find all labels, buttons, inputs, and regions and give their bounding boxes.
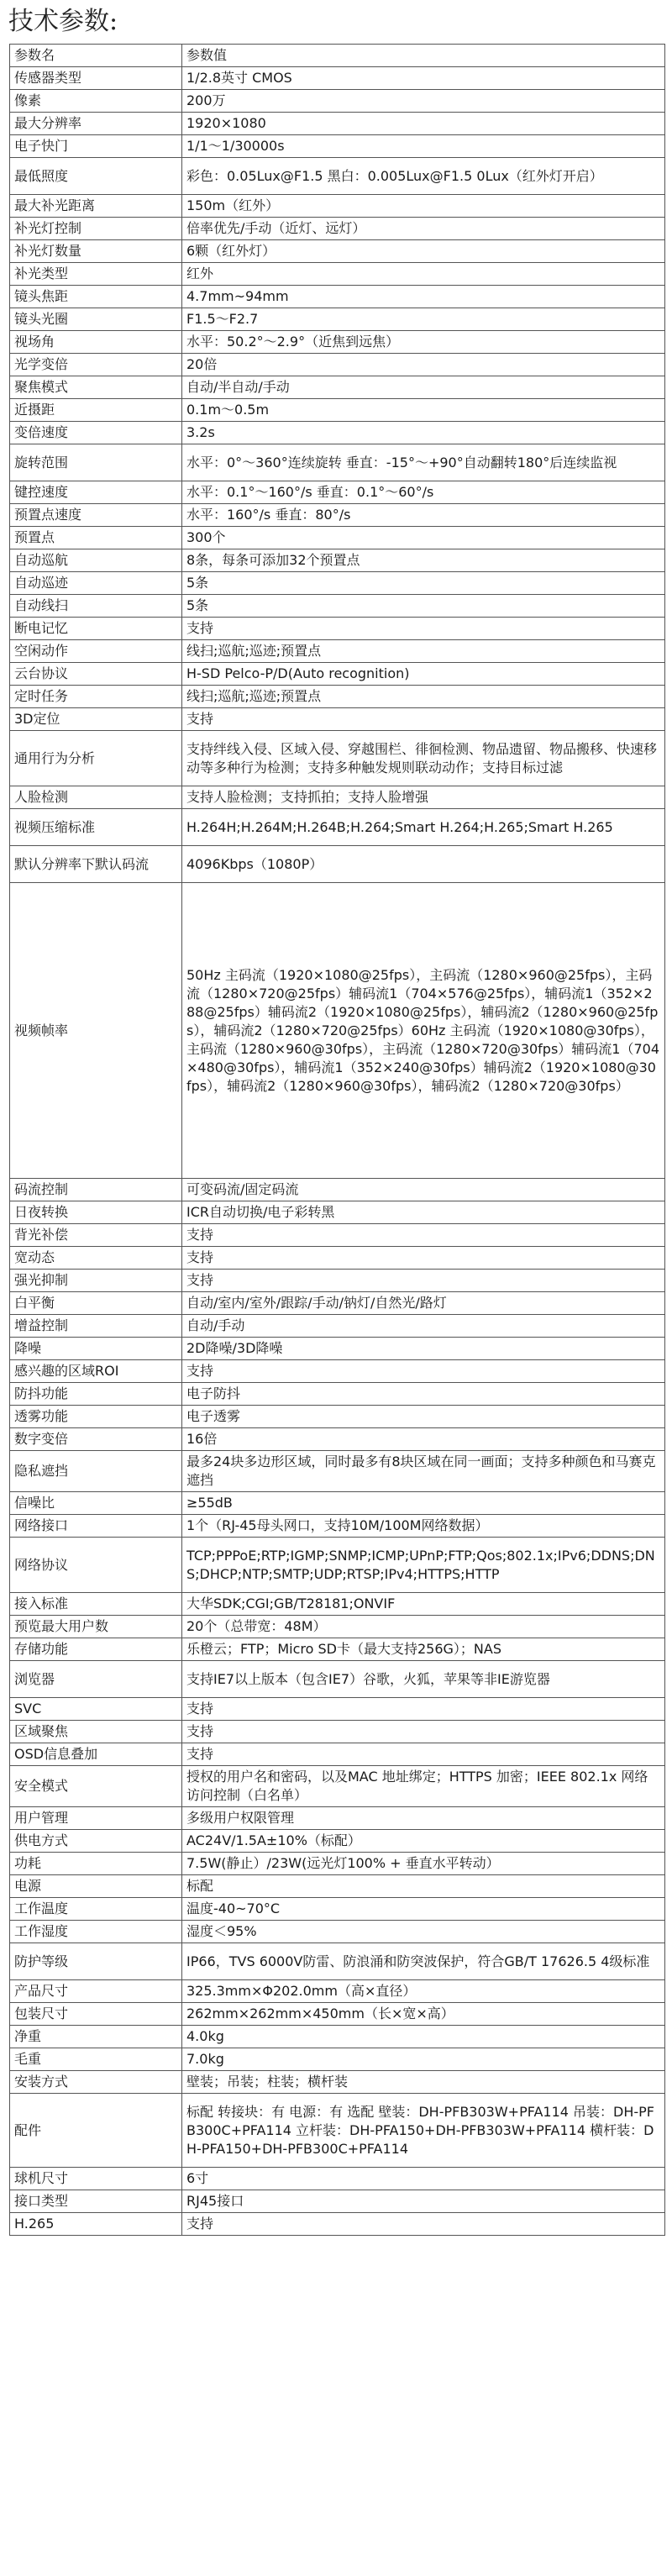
spec-param-name: 传感器类型 bbox=[10, 67, 182, 90]
spec-param-value: F1.5～F2.7 bbox=[182, 308, 665, 331]
spec-param-name: 补光类型 bbox=[10, 263, 182, 286]
spec-param-name: 降噪 bbox=[10, 1338, 182, 1360]
spec-param-value: RJ45接口 bbox=[182, 2190, 665, 2213]
spec-param-name: H.265 bbox=[10, 2213, 182, 2236]
spec-param-value: 自动/手动 bbox=[182, 1315, 665, 1338]
spec-table bbox=[9, 44, 665, 2236]
spec-param-value: 6寸 bbox=[182, 2168, 665, 2190]
spec-param-value: 彩色：0.05Lux@F1.5 黑白：0.005Lux@F1.5 0Lux（红外灯开启） bbox=[182, 158, 665, 195]
spec-param-name: 白平衡 bbox=[10, 1292, 182, 1315]
spec-param-name: 数字变倍 bbox=[10, 1428, 182, 1451]
spec-param-name: 净重 bbox=[10, 2026, 182, 2048]
spec-row bbox=[10, 1898, 665, 1921]
spec-param-value: 线扫;巡航;巡迹;预置点 bbox=[182, 640, 665, 663]
spec-param-name: 自动巡航 bbox=[10, 549, 182, 572]
spec-row bbox=[10, 595, 665, 618]
spec-row bbox=[10, 90, 665, 113]
spec-param-value: 4.7mm~94mm bbox=[182, 286, 665, 308]
spec-row bbox=[10, 549, 665, 572]
spec-param-value: 325.3mm×Φ202.0mm（高×直径） bbox=[182, 1980, 665, 2003]
spec-param-value: 标配 bbox=[182, 1875, 665, 1898]
spec-param-value: 授权的用户名和密码，以及MAC 地址绑定；HTTPS 加密；IEEE 802.1x 网络访问控制（白名单） bbox=[182, 1766, 665, 1807]
spec-row bbox=[10, 731, 665, 786]
spec-row bbox=[10, 1661, 665, 1698]
spec-param-value: 4.0kg bbox=[182, 2026, 665, 2048]
spec-row bbox=[10, 1179, 665, 1201]
spec-param-name: 工作温度 bbox=[10, 1898, 182, 1921]
spec-param-value: 2D降噪/3D降噪 bbox=[182, 1338, 665, 1360]
spec-row bbox=[10, 308, 665, 331]
spec-row bbox=[10, 1247, 665, 1270]
spec-param-name: 工作湿度 bbox=[10, 1921, 182, 1943]
spec-param-value: 支持 bbox=[182, 2213, 665, 2236]
spec-param-name: 毛重 bbox=[10, 2048, 182, 2071]
spec-row bbox=[10, 663, 665, 686]
spec-param-name: 供电方式 bbox=[10, 1830, 182, 1853]
spec-param-name: 包装尺寸 bbox=[10, 2003, 182, 2026]
spec-row bbox=[10, 2026, 665, 2048]
spec-param-value: 0.1m～0.5m bbox=[182, 399, 665, 422]
spec-param-name: 通用行为分析 bbox=[10, 731, 182, 786]
spec-param-name: 功耗 bbox=[10, 1853, 182, 1875]
spec-param-name: 隐私遮挡 bbox=[10, 1451, 182, 1492]
spec-param-value: 150m（红外） bbox=[182, 195, 665, 218]
spec-param-value: 支持 bbox=[182, 708, 665, 731]
spec-row bbox=[10, 1721, 665, 1743]
spec-row bbox=[10, 2213, 665, 2236]
spec-param-value: 乐橙云；FTP；Micro SD卡（最大支持256G）；NAS bbox=[182, 1638, 665, 1661]
spec-param-value: 50Hz 主码流（1920×1080@25fps），主码流（1280×960@25fps），主码流（1280×720@25fps）辅码流1（704×576@25fps），辅码流1（352×288@25fps）辅码流2（1920×1080@25fps），辅码流2（1280×960@25fps），辅码流2（1280×720@25fps）60Hz 主码流（1920×1080@30fps），主码流（1280×960@30fps），主码流（1280×720@30fps）辅码流1（704×480@30fps），辅码流1（352×240@30fps）辅码流2（1920×1080@30fps），辅码流2（1280×960@30fps），辅码流2（1280×720@30fps） bbox=[182, 883, 665, 1179]
spec-row bbox=[10, 504, 665, 527]
spec-param-value: 线扫;巡航;巡迹;预置点 bbox=[182, 686, 665, 708]
spec-row bbox=[10, 809, 665, 846]
spec-row bbox=[10, 1766, 665, 1807]
spec-param-name: 浏览器 bbox=[10, 1661, 182, 1698]
spec-param-value: 支持 bbox=[182, 1224, 665, 1247]
spec-param-value: 水平：0.1°～160°/s 垂直：0.1°～60°/s bbox=[182, 481, 665, 504]
spec-param-value: 20个（总带宽：48M） bbox=[182, 1616, 665, 1638]
spec-param-name: 码流控制 bbox=[10, 1179, 182, 1201]
spec-param-name: 视场角 bbox=[10, 331, 182, 354]
spec-param-value: 支持 bbox=[182, 1270, 665, 1292]
spec-param-value: 可变码流/固定码流 bbox=[182, 1179, 665, 1201]
spec-param-value: 7.0kg bbox=[182, 2048, 665, 2071]
spec-param-name: 球机尺寸 bbox=[10, 2168, 182, 2190]
spec-param-value: 支持IE7以上版本（包含IE7）谷歌，火狐，苹果等非IE游览器 bbox=[182, 1661, 665, 1698]
spec-row bbox=[10, 1638, 665, 1661]
spec-param-name: 接口类型 bbox=[10, 2190, 182, 2213]
spec-row bbox=[10, 527, 665, 549]
spec-row bbox=[10, 1943, 665, 1980]
spec-row bbox=[10, 286, 665, 308]
spec-param-name: 镜头光圈 bbox=[10, 308, 182, 331]
spec-param-name: 变倍速度 bbox=[10, 422, 182, 444]
spec-param-value: 200万 bbox=[182, 90, 665, 113]
spec-row bbox=[10, 640, 665, 663]
spec-param-value: 电子透雾 bbox=[182, 1406, 665, 1428]
spec-param-value: 16倍 bbox=[182, 1428, 665, 1451]
spec-param-name: 光学变倍 bbox=[10, 354, 182, 376]
spec-row bbox=[10, 240, 665, 263]
spec-row bbox=[10, 2003, 665, 2026]
spec-row bbox=[10, 786, 665, 809]
spec-param-value: 1个（RJ-45母头网口，支持10M/100M网络数据） bbox=[182, 1515, 665, 1538]
spec-param-name: 近摄距 bbox=[10, 399, 182, 422]
spec-param-value: 湿度＜95% bbox=[182, 1921, 665, 1943]
spec-param-name: 防护等级 bbox=[10, 1943, 182, 1980]
spec-row bbox=[10, 846, 665, 883]
spec-row bbox=[10, 195, 665, 218]
spec-param-name: 最大分辨率 bbox=[10, 113, 182, 135]
spec-param-name: 强光抑制 bbox=[10, 1270, 182, 1292]
spec-row bbox=[10, 1830, 665, 1853]
spec-row bbox=[10, 113, 665, 135]
spec-row bbox=[10, 1921, 665, 1943]
spec-param-value: 4096Kbps（1080P） bbox=[182, 846, 665, 883]
spec-row bbox=[10, 1201, 665, 1224]
spec-param-value: ≥55dB bbox=[182, 1492, 665, 1515]
spec-row bbox=[10, 1383, 665, 1406]
spec-param-name: 视频帧率 bbox=[10, 883, 182, 1179]
spec-row bbox=[10, 1315, 665, 1338]
spec-row bbox=[10, 2094, 665, 2168]
spec-param-name: 视频压缩标准 bbox=[10, 809, 182, 846]
spec-param-value: 支持 bbox=[182, 1721, 665, 1743]
spec-row bbox=[10, 708, 665, 731]
spec-row bbox=[10, 1980, 665, 2003]
spec-param-name: OSD信息叠加 bbox=[10, 1743, 182, 1766]
spec-param-value: 自动/半自动/手动 bbox=[182, 376, 665, 399]
spec-row bbox=[10, 1515, 665, 1538]
spec-row bbox=[10, 1853, 665, 1875]
spec-param-value: 水平：50.2°～2.9°（近焦到远焦） bbox=[182, 331, 665, 354]
spec-param-value: 电子防抖 bbox=[182, 1383, 665, 1406]
spec-row bbox=[10, 686, 665, 708]
spec-row bbox=[10, 135, 665, 158]
spec-param-name: 最低照度 bbox=[10, 158, 182, 195]
spec-row bbox=[10, 1224, 665, 1247]
spec-param-value: 壁装；吊装；柱装；横杆装 bbox=[182, 2071, 665, 2094]
spec-param-value: 支持 bbox=[182, 1698, 665, 1721]
spec-param-value: 3.2s bbox=[182, 422, 665, 444]
spec-param-value: 5条 bbox=[182, 595, 665, 618]
spec-param-value: 20倍 bbox=[182, 354, 665, 376]
spec-param-name: 网络接口 bbox=[10, 1515, 182, 1538]
spec-row bbox=[10, 2168, 665, 2190]
spec-param-name: 防抖功能 bbox=[10, 1383, 182, 1406]
spec-param-value: 1/1～1/30000s bbox=[182, 135, 665, 158]
spec-param-value: 参数值 bbox=[182, 45, 665, 67]
spec-row bbox=[10, 883, 665, 1179]
spec-param-name: 区域聚焦 bbox=[10, 1721, 182, 1743]
spec-param-value: H-SD Pelco-P/D(Auto recognition) bbox=[182, 663, 665, 686]
spec-param-name: 旋转范围 bbox=[10, 444, 182, 481]
spec-param-name: 增益控制 bbox=[10, 1315, 182, 1338]
spec-table-body bbox=[10, 45, 665, 2236]
spec-param-name: 信噪比 bbox=[10, 1492, 182, 1515]
spec-param-name: 宽动态 bbox=[10, 1247, 182, 1270]
spec-param-value: IP66，TVS 6000V防雷、防浪涌和防突波保护，符合GB/T 17626.5 4级标准 bbox=[182, 1943, 665, 1980]
spec-param-name: SVC bbox=[10, 1698, 182, 1721]
spec-row bbox=[10, 158, 665, 195]
spec-row bbox=[10, 1593, 665, 1616]
spec-row bbox=[10, 1743, 665, 1766]
spec-param-value: 7.5W(静止）/23W(远光灯100% + 垂直水平转动） bbox=[182, 1853, 665, 1875]
spec-param-value: TCP;PPPoE;RTP;IGMP;SNMP;ICMP;UPnP;FTP;Qos;802.1x;IPv6;DDNS;DNS;DHCP;NTP;SMTP;UDP;RTSP;IPv4;HTTPS;HTTP bbox=[182, 1538, 665, 1593]
spec-param-name: 定时任务 bbox=[10, 686, 182, 708]
spec-param-name: 聚焦模式 bbox=[10, 376, 182, 399]
spec-row bbox=[10, 1492, 665, 1515]
spec-param-name: 自动巡迹 bbox=[10, 572, 182, 595]
spec-param-value: H.264H;H.264M;H.264B;H.264;Smart H.264;H.265;Smart H.265 bbox=[182, 809, 665, 846]
spec-param-value: 1/2.8英寸 CMOS bbox=[182, 67, 665, 90]
spec-row bbox=[10, 444, 665, 481]
spec-param-value: 支持 bbox=[182, 1743, 665, 1766]
spec-param-value: 支持人脸检测；支持抓拍；支持人脸增强 bbox=[182, 786, 665, 809]
spec-row bbox=[10, 376, 665, 399]
spec-param-value: ICR自动切换/电子彩转黑 bbox=[182, 1201, 665, 1224]
spec-param-name: 透雾功能 bbox=[10, 1406, 182, 1428]
spec-param-name: 用户管理 bbox=[10, 1807, 182, 1830]
spec-param-name: 安全模式 bbox=[10, 1766, 182, 1807]
spec-param-name: 人脸检测 bbox=[10, 786, 182, 809]
spec-row bbox=[10, 399, 665, 422]
spec-param-value: 支持绊线入侵、区域入侵、穿越围栏、徘徊检测、物品遗留、物品搬移、快速移动等多种行为检测；支持多种触发规则联动动作；支持目标过滤 bbox=[182, 731, 665, 786]
spec-param-name: 预览最大用户数 bbox=[10, 1616, 182, 1638]
spec-param-name: 配件 bbox=[10, 2094, 182, 2168]
spec-param-name: 像素 bbox=[10, 90, 182, 113]
spec-param-value: 5条 bbox=[182, 572, 665, 595]
spec-param-name: 存储功能 bbox=[10, 1638, 182, 1661]
spec-param-name: 产品尺寸 bbox=[10, 1980, 182, 2003]
spec-param-value: 1920×1080 bbox=[182, 113, 665, 135]
spec-param-name: 3D定位 bbox=[10, 708, 182, 731]
spec-row bbox=[10, 1338, 665, 1360]
spec-row bbox=[10, 618, 665, 640]
spec-param-name: 日夜转换 bbox=[10, 1201, 182, 1224]
spec-row bbox=[10, 1875, 665, 1898]
spec-param-value: 最多24块多边形区域，同时最多有8块区域在同一画面；支持多种颜色和马赛克遮挡 bbox=[182, 1451, 665, 1492]
spec-param-name: 网络协议 bbox=[10, 1538, 182, 1593]
spec-param-name: 云台协议 bbox=[10, 663, 182, 686]
spec-param-name: 镜头焦距 bbox=[10, 286, 182, 308]
spec-row bbox=[10, 1270, 665, 1292]
spec-row bbox=[10, 67, 665, 90]
spec-row bbox=[10, 481, 665, 504]
spec-row bbox=[10, 2048, 665, 2071]
spec-param-name: 空闲动作 bbox=[10, 640, 182, 663]
spec-param-name: 预置点速度 bbox=[10, 504, 182, 527]
spec-param-value: 支持 bbox=[182, 1247, 665, 1270]
spec-param-name: 预置点 bbox=[10, 527, 182, 549]
spec-param-name: 键控速度 bbox=[10, 481, 182, 504]
spec-row bbox=[10, 422, 665, 444]
spec-row bbox=[10, 1698, 665, 1721]
spec-row bbox=[10, 218, 665, 240]
spec-row bbox=[10, 331, 665, 354]
spec-param-name: 电源 bbox=[10, 1875, 182, 1898]
spec-param-value: 温度-40~70°C bbox=[182, 1898, 665, 1921]
spec-param-value: AC24V/1.5A±10%（标配） bbox=[182, 1830, 665, 1853]
spec-param-value: 300个 bbox=[182, 527, 665, 549]
spec-param-value: 水平：0°～360°连续旋转 垂直：-15°～+90°自动翻转180°后连续监视 bbox=[182, 444, 665, 481]
spec-param-value: 支持 bbox=[182, 618, 665, 640]
spec-param-value: 262mm×262mm×450mm（长×宽×高） bbox=[182, 2003, 665, 2026]
spec-param-value: 红外 bbox=[182, 263, 665, 286]
spec-row bbox=[10, 2190, 665, 2213]
spec-param-name: 感兴趣的区域ROI bbox=[10, 1360, 182, 1383]
spec-param-value: 大华SDK;CGI;GB/T28181;ONVIF bbox=[182, 1593, 665, 1616]
spec-row bbox=[10, 1451, 665, 1492]
spec-param-name: 自动线扫 bbox=[10, 595, 182, 618]
page-title: 技术参数: bbox=[8, 7, 118, 36]
spec-param-value: 倍率优先/手动（近灯、远灯） bbox=[182, 218, 665, 240]
spec-param-name: 补光灯控制 bbox=[10, 218, 182, 240]
spec-row bbox=[10, 1292, 665, 1315]
spec-param-name: 默认分辨率下默认码流 bbox=[10, 846, 182, 883]
spec-row bbox=[10, 354, 665, 376]
spec-param-name: 补光灯数量 bbox=[10, 240, 182, 263]
spec-row bbox=[10, 45, 665, 67]
spec-param-name: 最大补光距离 bbox=[10, 195, 182, 218]
spec-row bbox=[10, 2071, 665, 2094]
spec-param-name: 背光补偿 bbox=[10, 1224, 182, 1247]
spec-param-value: 水平：160°/s 垂直：80°/s bbox=[182, 504, 665, 527]
spec-param-name: 电子快门 bbox=[10, 135, 182, 158]
spec-param-value: 多级用户权限管理 bbox=[182, 1807, 665, 1830]
spec-param-name: 接入标准 bbox=[10, 1593, 182, 1616]
spec-row bbox=[10, 1406, 665, 1428]
spec-param-value: 6颗（红外灯） bbox=[182, 240, 665, 263]
spec-param-value: 8条，每条可添加32个预置点 bbox=[182, 549, 665, 572]
spec-param-value: 标配 转接块：有 电源：有 选配 壁装：DH-PFB303W+PFA114 吊装：DH-PFB300C+PFA114 立杆装：DH-PFA150+DH-PFB303W+PFA114 横杆装：DH-PFA150+DH-PFB300C+PFA114 bbox=[182, 2094, 665, 2168]
spec-row bbox=[10, 263, 665, 286]
spec-row bbox=[10, 1360, 665, 1383]
spec-row bbox=[10, 572, 665, 595]
spec-param-value: 支持 bbox=[182, 1360, 665, 1383]
spec-row bbox=[10, 1616, 665, 1638]
spec-row bbox=[10, 1807, 665, 1830]
spec-param-name: 断电记忆 bbox=[10, 618, 182, 640]
spec-param-name: 参数名 bbox=[10, 45, 182, 67]
spec-row bbox=[10, 1428, 665, 1451]
spec-row bbox=[10, 1538, 665, 1593]
spec-param-name: 安装方式 bbox=[10, 2071, 182, 2094]
spec-param-value: 自动/室内/室外/跟踪/手动/钠灯/自然光/路灯 bbox=[182, 1292, 665, 1315]
